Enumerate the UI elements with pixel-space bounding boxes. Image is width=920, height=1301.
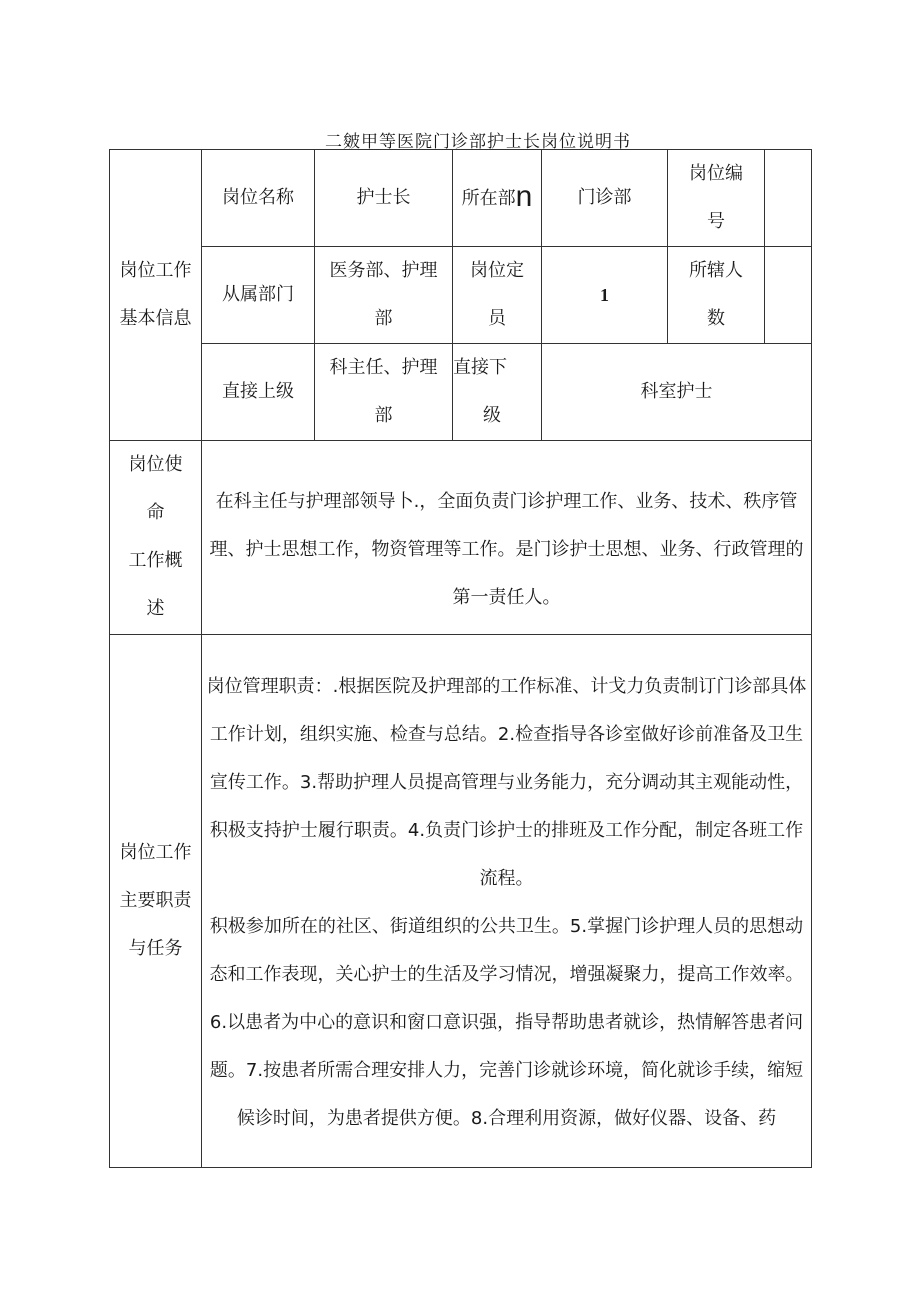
subordinates-label: 所辖人 数 xyxy=(668,247,765,344)
department-label: 所在部n xyxy=(453,150,542,247)
department-value: 门诊部 xyxy=(542,150,668,247)
position-name-label: 岗位名称 xyxy=(202,150,315,247)
superior-label: 直接上级 xyxy=(202,344,315,441)
position-no-label: 岗位编 号 xyxy=(668,150,765,247)
subordinates-value xyxy=(765,247,812,344)
basic-info-label: 岗位工作 基本信息 xyxy=(110,150,202,441)
job-description-table xyxy=(109,149,812,1168)
row-position-name xyxy=(110,150,812,247)
row-mission xyxy=(110,441,812,635)
direct-sub-label: 直接下 级 xyxy=(453,344,542,441)
affiliated-value: 医务部、护理 部 xyxy=(315,247,453,344)
position-name-value: 护士长 xyxy=(315,150,453,247)
duties-text xyxy=(202,635,812,1168)
duties-paragraph-2: 积极参加所在的社区、街道组织的公共卫生。5.掌握门诊护理人员的思想动态和工作表现，关心护士的生活及学习情况，增强凝聚力，提高工作效率。6.以患者为中心的意识和窗口意识强，指导帮助患者就诊，热情解答患者问题。7.按患者所需合理安排人力，完善门诊就诊环境，简化就诊手续，缩短候诊时间，为患者提供方便。8.合理利用资源，做好仪器、设备、药 xyxy=(209,916,804,1129)
mission-label: 岗位使 命 工作概 述 xyxy=(110,441,202,635)
quota-label: 岗位定 员 xyxy=(453,247,542,344)
row-affiliation xyxy=(110,247,812,344)
duties-paragraph-1: 岗位管理职责：.根据医院及护理部的工作标准、计戈力负责制订门诊部具体工作计划，组织实施、检查与总结。2.检查指导各诊室做好诊前准备及卫生宣传工作。3.帮助护理人员提高管理与业务能力，充分调动其主观能动性，积极支持护士履行职责。4.负责门诊护士的排班及工作分配，制定各班工作流程。 xyxy=(206,676,807,889)
duties-label: 岗位工作 主要职责 与任务 xyxy=(110,635,202,1168)
mission-text: 在科主任与护理部领导卜.，全面负责门诊护理工作、业务、技术、秩序管理、护士思想工作，物资管理等工作。是门诊护士思想、业务、行政管理的第一责任人。 xyxy=(202,441,812,635)
superior-value: 科主任、护理 部 xyxy=(315,344,453,441)
direct-sub-value: 科室护士 xyxy=(542,344,812,441)
row-superior xyxy=(110,344,812,441)
quota-value: 1 xyxy=(542,247,668,344)
position-no-value xyxy=(765,150,812,247)
document-title: 二皴甲等医院门诊部护士长岗位说明书 xyxy=(325,132,631,152)
row-duties xyxy=(110,635,812,1168)
affiliated-label: 从属部门 xyxy=(202,247,315,344)
